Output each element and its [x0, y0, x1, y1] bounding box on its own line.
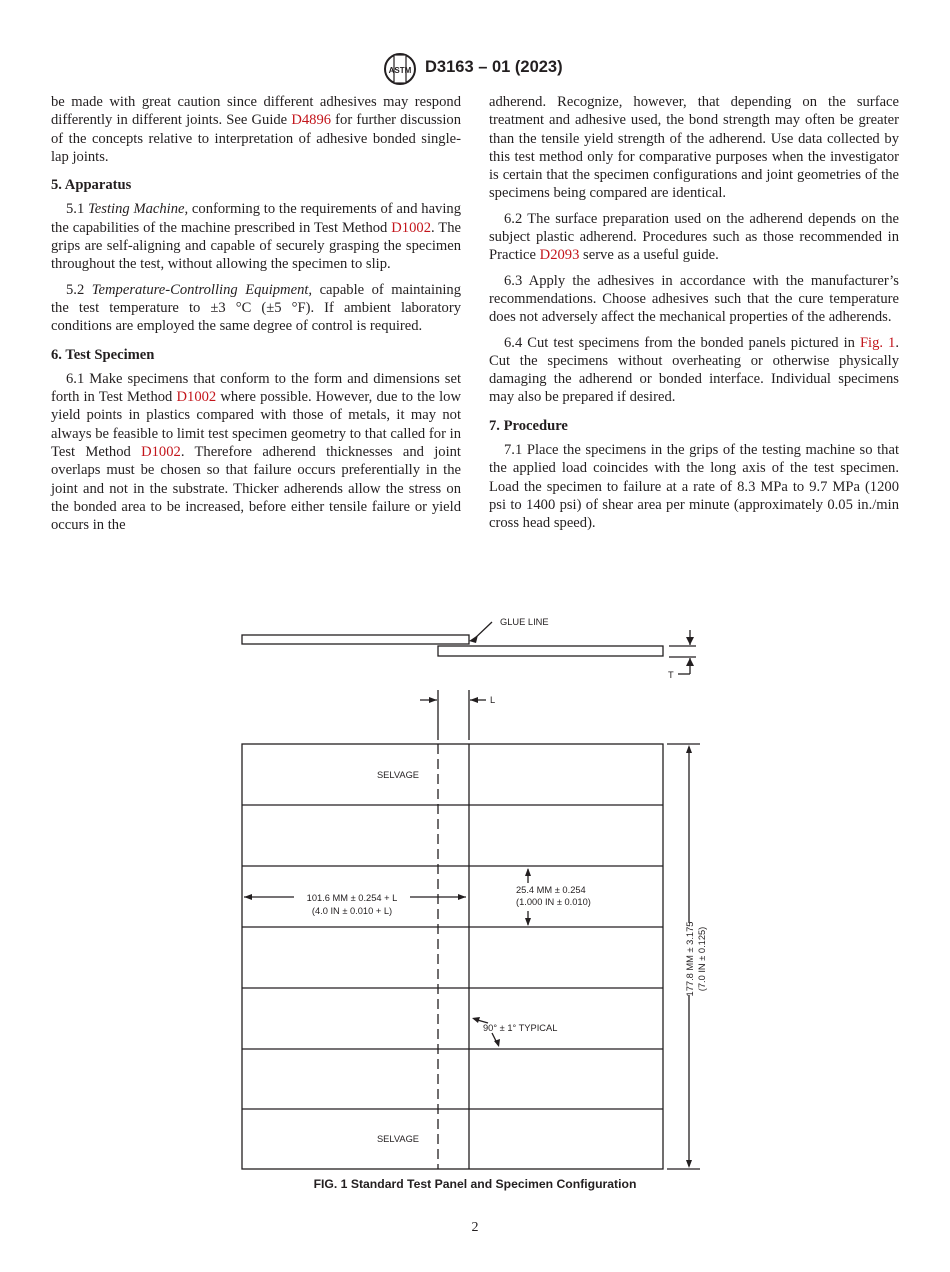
paragraph-5-2: 5.2 Temperature-Controlling Equipment, capable of maintaining the test temperature to ±3 °C (±5 °F). If ambient laboratory conditions are employed the same degree of control is required.	[51, 281, 462, 335]
page-number: 2	[471, 1220, 479, 1235]
section-7-heading: 7. Procedure	[489, 417, 568, 434]
link-d1002[interactable]: D1002	[141, 444, 181, 461]
astm-logo-icon	[380, 52, 420, 86]
strip-width-label-inches: (1.000 IN ± 0.010)	[516, 897, 591, 907]
length-dimension-label: 177.8 MM ± 3.175	[685, 921, 695, 997]
figure-1-diagram	[230, 605, 730, 1185]
paragraph-7-1: 7.1 Place the specimens in the grips of the testing machine so that the applied load coincides with the long axis of the test specimen. Load the specimen to failure at a rate of 8.3 MPa to 9.7 MPa (1200 psi to 1400 psi) of shear area per minute (approximately 0.05 in./min cross head speed).	[489, 442, 899, 532]
bottom-adherend	[438, 646, 663, 656]
paragraph-5-1: 5.1 Testing Machine, conforming to the requirements of and having the capabilities of the machine prescribed in Test Method D1002. The grips are self-aligning and capable of securely grasping the specimen throughout the test, without allowing the specimen to slip.	[51, 201, 462, 273]
width-dimension-label-inches: (4.0 IN ± 0.010 + L)	[311, 906, 393, 916]
link-d4896[interactable]: D4896	[291, 112, 332, 129]
selvage-bottom-label: SELVAGE	[376, 1134, 420, 1144]
t-label: T	[668, 670, 674, 680]
length-dimension-label-inches: (7.0 IN ± 0.125)	[697, 926, 707, 992]
logo-text: ASTM	[388, 66, 412, 75]
test-panel	[242, 744, 663, 1169]
top-adherend	[242, 635, 469, 644]
paragraph-continued: be made with great caution since different adhesives may respond differently in different joints. See Guide D4896 for further discussion of the concepts relative to interpretation of adhesive bonded single-lap joints.	[51, 94, 461, 165]
paragraph-6-4: 6.4 Cut test specimens from the bonded panels pictured in Fig. 1. Cut the specimens without overheating or otherwise physically damaging the adherend or bonded interface. Individual specimens may also be prepared if desired.	[489, 334, 900, 406]
angle-label: 90° ± 1° TYPICAL	[483, 1023, 558, 1033]
link-fig-1[interactable]: Fig. 1	[859, 334, 896, 351]
link-d1002[interactable]: D1002	[176, 389, 217, 406]
strip-width-label: 25.4 MM ± 0.254	[516, 885, 586, 895]
width-dimension-label: 101.6 MM ± 0.254 + L	[306, 893, 398, 903]
left-column	[51, 93, 461, 542]
section-6-heading: 6. Test Specimen	[51, 346, 155, 363]
link-d1002[interactable]: D1002	[391, 219, 431, 236]
l-label: L	[490, 695, 496, 705]
document-designation: D3163 – 01 (2023)	[425, 58, 563, 76]
paragraph-6-1: 6.1 Make specimens that conform to the form and dimensions set forth in Test Method D1002 where possible. However, due to the low yield points in plastics compared with those of metals, it may not always be feasible to limit test specimen geometry to that called for in Test Method D1002. Therefore adherend thicknesses and joint overlaps must be chosen so that failure occurs preferentially in the joint and not in the substrate. Thicker adherends allow the stress on the bonded area to be increased, before either tensile failure or yield occurs in the	[51, 370, 461, 534]
paragraph-continued: adherend. Recognize, however, that depending on the surface treatment and adhesive used, the bond strength may often be greater than the tensile yield strength of the adherend. Use data collected by this test method only for comparative purposes when the investigator is certain that the specimen configurations and joint geometries of the specimens being compared are identical.	[489, 94, 899, 202]
figure-caption: FIG. 1 Standard Test Panel and Specimen Configuration	[313, 1177, 637, 1191]
right-column	[489, 93, 899, 540]
link-d2093[interactable]: D2093	[539, 247, 580, 264]
glue-line-label: GLUE LINE	[500, 617, 549, 627]
section-5-heading: 5. Apparatus	[51, 177, 132, 194]
paragraph-6-3: 6.3 Apply the adhesives in accordance with the manufacturer’s recommendations. Choose adhesives such that the cure temperature does not adversely affect the mechanical properties of the adherends.	[489, 272, 899, 326]
selvage-top-label: SELVAGE	[376, 770, 420, 780]
paragraph-6-2: 6.2 The surface preparation used on the adherend depends on the subject plastic adherend. Procedures such as those recommended in Practice D2093 serve as a useful guide.	[489, 210, 899, 264]
